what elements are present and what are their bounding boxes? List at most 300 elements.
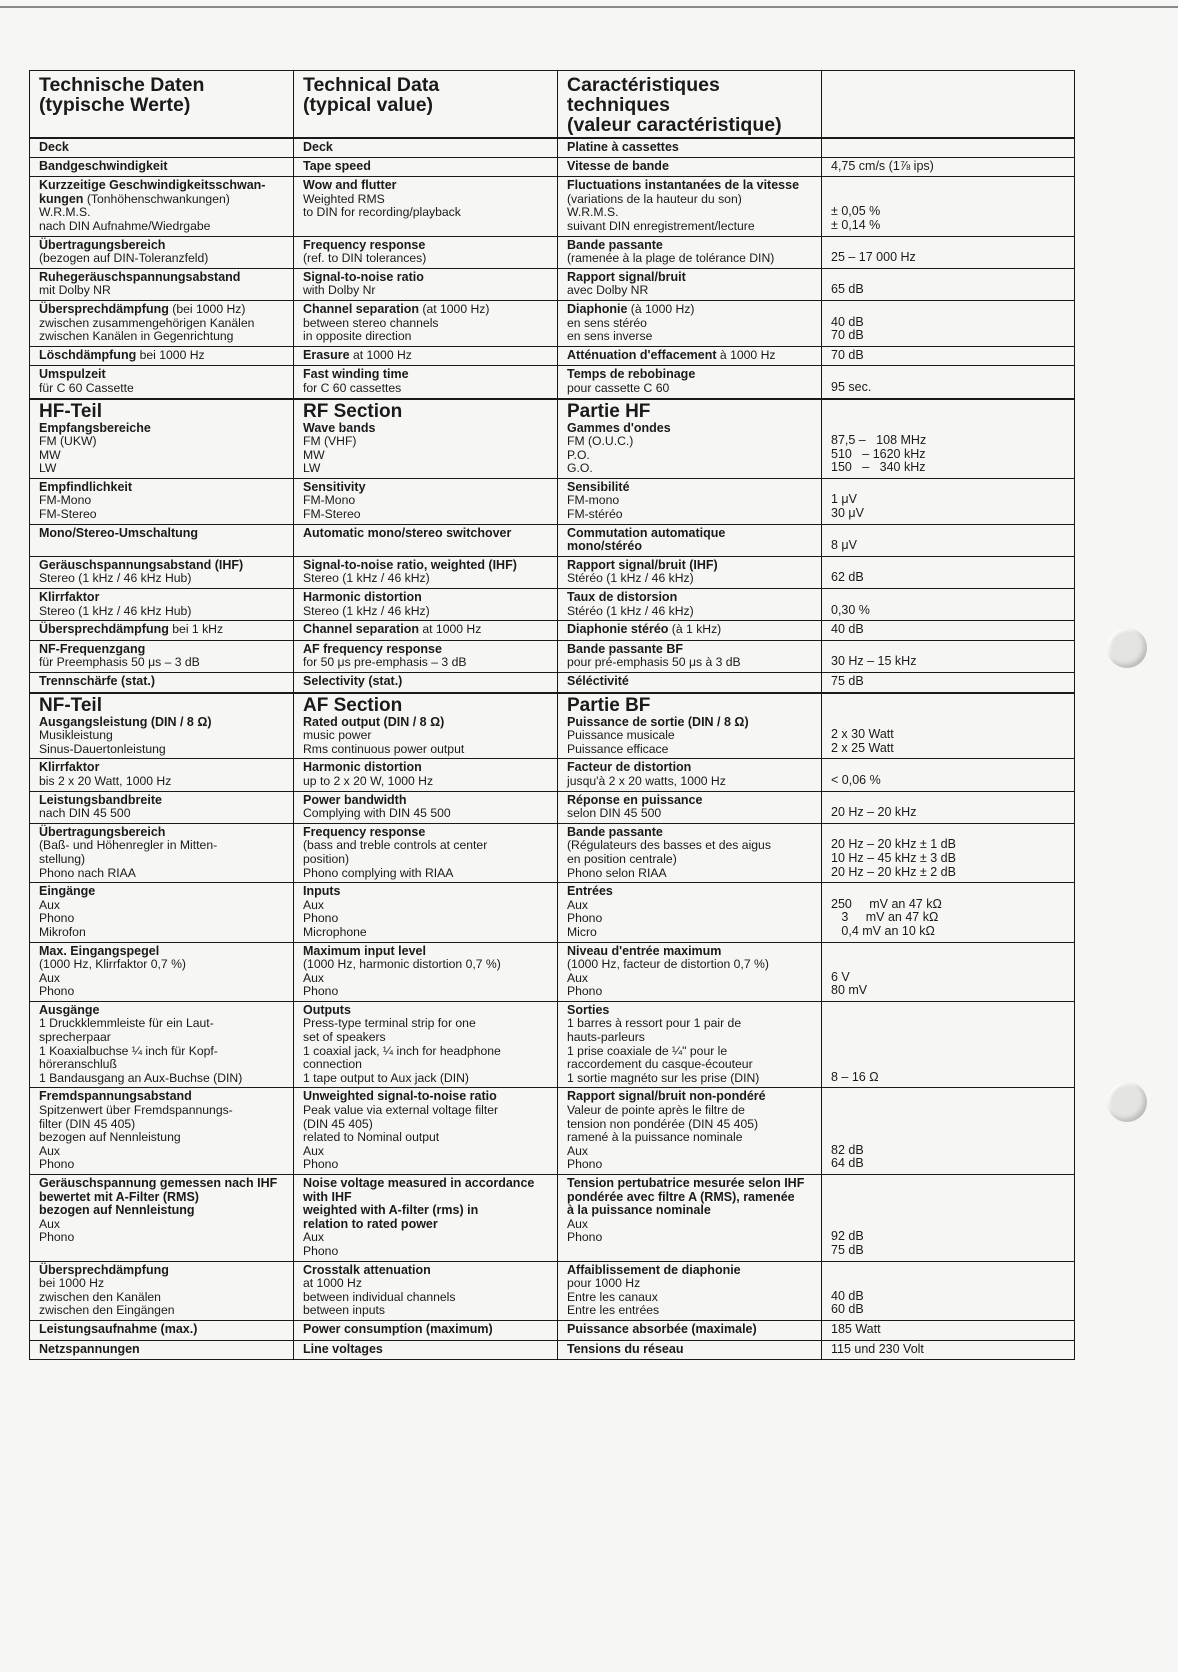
spec-detail: Microphone (303, 924, 367, 939)
page-top-rule (0, 6, 1178, 8)
cell-value (822, 693, 1075, 759)
cell-de (30, 177, 294, 236)
spec-label: Rapport signal/bruit non-pondéré (567, 1089, 766, 1104)
spec-value: 0,30 % (831, 602, 870, 617)
header-fr (558, 71, 822, 139)
spec-label: Übertragungsbereich (39, 237, 166, 252)
cell-fr (558, 157, 822, 177)
spec-detail: 1 barres à ressort pour 1 pair de (567, 1016, 742, 1031)
spec-label: Outputs (303, 1002, 351, 1017)
cell-de (30, 1175, 294, 1262)
section-title: Partie BF (567, 694, 651, 716)
spec-label: Power bandwidth (303, 792, 407, 807)
spec-label: Umspulzeit (39, 367, 106, 382)
spec-label: Diaphonie (567, 301, 628, 316)
header-fr-subtitle: (valeur caractéristique) (567, 114, 782, 136)
spec-label: Commutation automatique (567, 525, 726, 540)
spec-note: (à 1000 Hz) (627, 301, 695, 316)
cell-de (30, 478, 294, 524)
cell-en (294, 1261, 558, 1320)
spec-detail: jusqu'à 2 x 20 watts, 1000 Hz (567, 773, 726, 788)
spec-value: 30 μV (831, 506, 864, 521)
spec-detail: Entre les canaux (567, 1289, 658, 1304)
table-row (30, 300, 1075, 346)
cell-value (822, 556, 1075, 588)
spec-detail: (bass and treble controls at center (303, 838, 488, 853)
spec-label: Sensibilité (567, 479, 630, 494)
cell-value (822, 366, 1075, 399)
header-value (822, 71, 1075, 139)
spec-detail: Phono (567, 1230, 603, 1245)
spec-label: Niveau d'entrée maximum (567, 943, 722, 958)
spec-label: Puissance de sortie (DIN / 8 Ω) (567, 714, 749, 729)
spec-detail: up to 2 x 20 W, 1000 Hz (303, 773, 434, 788)
table-row (30, 589, 1075, 621)
spec-label: Crosstalk attenuation (303, 1262, 431, 1277)
spec-detail: Phono (303, 984, 339, 999)
cell-fr (558, 399, 822, 479)
header-de (30, 71, 294, 139)
spec-detail: connection (303, 1057, 362, 1072)
spec-label: Automatic mono/stereo switchover (303, 525, 512, 540)
spec-detail: nach DIN 45 500 (39, 806, 131, 821)
spec-label: pondérée avec filtre A (RMS), ramenée (567, 1189, 795, 1204)
table-row (30, 524, 1075, 556)
header-en (294, 71, 558, 139)
section-title: Partie HF (567, 400, 651, 422)
spec-detail: Phono (39, 911, 75, 926)
cell-en (294, 300, 558, 346)
spec-label: Puissance absorbée (maximale) (567, 1321, 757, 1336)
spec-detail: Stéréo (1 kHz / 46 kHz) (567, 571, 694, 586)
spec-label: Löschdämpfung (39, 347, 137, 362)
spec-value: 20 Hz – 20 kHz ± 1 dB (831, 837, 956, 852)
spec-label: Fremdspannungsabstand (39, 1089, 192, 1104)
spec-value: 3 mV an 47 kΩ (831, 910, 939, 925)
spec-detail: zwischen zusammengehörigen Kanälen (39, 315, 255, 330)
spec-detail: zwischen Kanälen in Gegenrichtung (39, 329, 234, 344)
cell-value (822, 236, 1075, 268)
spec-line (39, 623, 285, 637)
spec-detail: Phono (39, 1230, 75, 1245)
spec-value: 30 Hz – 15 kHz (831, 654, 917, 669)
cell-fr (558, 556, 822, 588)
spec-detail: Puissance musicale (567, 728, 675, 743)
cell-value (822, 346, 1075, 366)
table-row (30, 1175, 1075, 1262)
cell-fr (558, 346, 822, 366)
spec-detail: (DIN 45 405) (303, 1116, 373, 1131)
spec-label: Max. Eingangspegel (39, 943, 160, 958)
spec-label: with IHF (303, 1189, 352, 1204)
spec-detail: Phono (567, 984, 603, 999)
cell-fr (558, 1001, 822, 1088)
spec-label: Ausgangsleistung (DIN / 8 Ω) (39, 714, 212, 729)
spec-label: Klirrfaktor (39, 760, 100, 775)
cell-fr (558, 640, 822, 672)
cell-de (30, 759, 294, 791)
cell-de (30, 157, 294, 177)
spec-label: Kurzzeitige Geschwindigkeitsschwan- (39, 178, 266, 193)
spec-label: Atténuation d'effacement (567, 347, 717, 362)
spec-detail: für C 60 Cassette (39, 380, 134, 395)
spec-label: Frequency response (303, 824, 426, 839)
spec-detail: Aux (39, 897, 61, 912)
spec-detail: en sens inverse (567, 329, 653, 344)
spec-detail: Phono (303, 1243, 339, 1258)
cell-value (822, 300, 1075, 346)
table-row (30, 942, 1075, 1001)
cell-fr (558, 673, 822, 693)
cell-de (30, 556, 294, 588)
spec-label: mono/stéréo (567, 539, 643, 554)
cell-en (294, 621, 558, 641)
cell-de (30, 883, 294, 942)
spec-label: Fluctuations instantanées de la vitesse (567, 178, 800, 193)
spec-detail: Phono (567, 1157, 603, 1172)
cell-value (822, 883, 1075, 942)
spec-label: Übersprechdämpfung (39, 1262, 169, 1277)
cell-en (294, 399, 558, 479)
spec-label: Signal-to-noise ratio, weighted (IHF) (303, 557, 517, 572)
spec-value: 2 x 30 Watt (831, 727, 894, 742)
spec-detail: FM (UKW) (39, 434, 97, 449)
spec-label: Empfindlichkeit (39, 479, 133, 494)
spec-detail: Stereo (1 kHz / 46 kHz) (303, 571, 430, 586)
header-row (30, 71, 1075, 139)
spec-value: 250 mV an 47 kΩ (831, 896, 942, 911)
cell-en (294, 268, 558, 300)
spec-label: Sorties (567, 1002, 610, 1017)
table-row (30, 673, 1075, 693)
table-row (30, 621, 1075, 641)
spec-detail: Stereo (1 kHz / 46 kHz Hub) (39, 571, 192, 586)
spec-detail: FM-Mono (303, 493, 356, 508)
spec-label: Wave bands (303, 420, 376, 435)
spec-detail: Aux (567, 1143, 589, 1158)
spec-value: 1 μV (831, 492, 857, 507)
spec-note: at 1000 Hz (349, 347, 412, 362)
cell-fr (558, 300, 822, 346)
table-row (30, 366, 1075, 399)
cell-en (294, 138, 558, 157)
spec-value: 6 V (831, 969, 850, 984)
cell-value (822, 589, 1075, 621)
spec-detail: between individual channels (303, 1289, 456, 1304)
spec-detail: Aux (567, 1216, 589, 1231)
spec-detail: between stereo channels (303, 315, 439, 330)
section-title: RF Section (303, 400, 403, 422)
cell-value (822, 478, 1075, 524)
spec-label: Übersprechdämpfung (39, 301, 169, 316)
cell-de (30, 673, 294, 693)
spec-detail: hauts-parleurs (567, 1030, 645, 1045)
cell-fr (558, 589, 822, 621)
cell-fr (558, 883, 822, 942)
spec-label: Unweighted signal-to-noise ratio (303, 1089, 497, 1104)
spec-detail: Musikleistung (39, 728, 113, 743)
table-row (30, 1088, 1075, 1175)
spec-detail: LW (303, 461, 321, 476)
spec-label: AF frequency response (303, 641, 442, 656)
spec-detail: Aux (303, 897, 325, 912)
cell-value (822, 524, 1075, 556)
spec-value: 40 dB (831, 1288, 864, 1303)
spec-detail: in opposite direction (303, 329, 412, 344)
spec-detail: avec Dolby NR (567, 283, 649, 298)
cell-en (294, 1175, 558, 1262)
cell-en (294, 942, 558, 1001)
spec-table-body (30, 71, 1075, 1360)
spec-detail: bezogen auf Nennleistung (39, 1130, 181, 1145)
spec-detail: Phono (39, 1157, 75, 1172)
spec-label: NF-Frequenzgang (39, 641, 146, 656)
cell-value (822, 1175, 1075, 1262)
cell-fr (558, 236, 822, 268)
spec-detail: (ref. to DIN tolerances) (303, 251, 427, 266)
table-row (30, 693, 1075, 759)
cell-fr (558, 478, 822, 524)
spec-detail: related to Nominal output (303, 1130, 440, 1145)
cell-fr (558, 1261, 822, 1320)
table-row (30, 177, 1075, 236)
table-row (30, 1261, 1075, 1320)
table-row (30, 883, 1075, 942)
spec-detail: set of speakers (303, 1030, 386, 1045)
table-row (30, 791, 1075, 823)
cell-en (294, 589, 558, 621)
punch-hole-lower (1107, 1082, 1147, 1122)
spec-detail: pour pré-emphasis 50 μs à 3 dB (567, 655, 741, 670)
spec-value: 80 mV (831, 983, 868, 998)
cell-value (822, 1261, 1075, 1320)
cell-de (30, 1340, 294, 1360)
spec-value: 510 – 1620 kHz (831, 446, 926, 461)
spec-detail: Peak value via external voltage filter (303, 1103, 499, 1118)
spec-label: Temps de rebobinage (567, 367, 696, 382)
spec-detail: 1 Druckklemmleiste für ein Laut- (39, 1016, 214, 1031)
cell-de (30, 366, 294, 399)
spec-label: Harmonic distortion (303, 590, 422, 605)
section-title: HF-Teil (39, 400, 102, 422)
cell-en (294, 640, 558, 672)
cell-en (294, 791, 558, 823)
spec-label: Ausgänge (39, 1002, 100, 1017)
spec-label: Rapport signal/bruit (567, 269, 686, 284)
header-en-title: Technical Data (303, 74, 440, 96)
header-fr-title: Caractéristiques techniques (567, 74, 720, 116)
cell-en (294, 883, 558, 942)
spec-table (29, 70, 1075, 1360)
table-row (30, 478, 1075, 524)
spec-label: Bande passante BF (567, 641, 684, 656)
spec-line (39, 303, 285, 317)
spec-value: 2 x 25 Watt (831, 740, 894, 755)
spec-detail: bei 1000 Hz (39, 1276, 105, 1291)
spec-detail: stellung) (39, 851, 86, 866)
cell-en (294, 157, 558, 177)
spec-label: bewertet mit A-Filter (RMS) (39, 1189, 199, 1204)
cell-de (30, 399, 294, 479)
cell-en (294, 236, 558, 268)
spec-detail: Aux (39, 970, 61, 985)
spec-detail: suivant DIN enregistrement/lecture (567, 218, 755, 233)
spec-value: 75 dB (831, 1242, 864, 1257)
spec-label: Übersprechdämpfung (39, 622, 169, 637)
spec-detail: nach DIN Aufnahme/Wiedrgabe (39, 218, 211, 233)
spec-label: à la puissance nominale (567, 1203, 711, 1218)
spec-detail: Phono nach RIAA (39, 865, 136, 880)
header-de-subtitle: (typische Werte) (39, 94, 191, 116)
spec-line (39, 193, 285, 207)
spec-value: ± 0,14 % (831, 217, 881, 232)
cell-value (822, 823, 1075, 882)
spec-detail: Aux (39, 1143, 61, 1158)
spec-label: Gammes d'ondes (567, 420, 671, 435)
spec-detail: FM-stéréo (567, 507, 623, 522)
spec-detail: FM-Stereo (39, 507, 97, 522)
spec-label: Selectivity (stat.) (303, 674, 403, 688)
cell-de (30, 1261, 294, 1320)
spec-detail: (1000 Hz, facteur de distortion 0,7 %) (567, 957, 769, 972)
spec-note: à 1000 Hz (716, 347, 776, 362)
spec-detail: raccordement du casque-écouteur (567, 1057, 753, 1072)
spec-detail: Mikrofon (39, 924, 86, 939)
spec-value: 8 μV (831, 538, 857, 553)
spec-label: Bande passante (567, 237, 663, 252)
spec-label: Frequency response (303, 237, 426, 252)
spec-label: Fast winding time (303, 367, 409, 382)
spec-detail: position) (303, 851, 350, 866)
header-en-subtitle: (typical value) (303, 94, 434, 116)
spec-detail: LW (39, 461, 57, 476)
cell-de (30, 236, 294, 268)
spec-detail: Aux (39, 1216, 61, 1231)
spec-detail: W.R.M.S. (39, 205, 91, 220)
spec-detail: für Preemphasis 50 μs – 3 dB (39, 655, 200, 670)
spec-label: Channel separation (303, 301, 419, 316)
cell-en (294, 177, 558, 236)
spec-value: ± 0,05 % (831, 204, 881, 219)
cell-value (822, 1320, 1075, 1340)
cell-fr (558, 823, 822, 882)
spec-value: 92 dB (831, 1229, 864, 1244)
spec-detail: to DIN for recording/playback (303, 205, 461, 220)
spec-detail: zwischen den Eingängen (39, 1303, 175, 1318)
spec-detail: Phono (303, 1157, 339, 1172)
cell-value (822, 399, 1075, 479)
spec-label: Netzspannungen (39, 1341, 140, 1356)
cell-de (30, 589, 294, 621)
cell-value (822, 157, 1075, 177)
spec-value: 185 Watt (831, 1321, 881, 1336)
spec-label: kungen (39, 191, 84, 206)
spec-detail: höreranschluß (39, 1057, 117, 1072)
spec-label: Wow and flutter (303, 178, 397, 193)
spec-value: 62 dB (831, 570, 864, 585)
cell-value (822, 791, 1075, 823)
spec-label: Eingänge (39, 884, 96, 899)
spec-detail: Aux (567, 897, 589, 912)
spec-detail: (Régulateurs des basses et des aigus (567, 838, 771, 853)
spec-label: Rated output (DIN / 8 Ω) (303, 714, 445, 729)
spec-detail: Aux (303, 970, 325, 985)
spec-detail: Puissance efficace (567, 741, 669, 756)
spec-value: 40 dB (831, 622, 864, 637)
spec-detail: Press-type terminal strip for one (303, 1016, 476, 1031)
spec-value: 8 – 16 Ω (831, 1069, 879, 1084)
spec-label: Tensions du réseau (567, 1341, 684, 1356)
cell-value (822, 177, 1075, 236)
spec-detail: bis 2 x 20 Watt, 1000 Hz (39, 773, 172, 788)
spec-label: Tension pertubatrice mesurée selon IHF (567, 1176, 805, 1190)
spec-line (567, 349, 813, 363)
spec-label: relation to rated power (303, 1216, 438, 1231)
cell-value (822, 621, 1075, 641)
spec-label: Deck (303, 140, 333, 154)
spec-label: weighted with A-filter (rms) in (303, 1203, 479, 1218)
spec-value: 65 dB (831, 282, 864, 297)
spec-label: Rapport signal/bruit (IHF) (567, 557, 718, 572)
cell-value (822, 268, 1075, 300)
table-row (30, 346, 1075, 366)
spec-detail: Complying with DIN 45 500 (303, 806, 451, 821)
spec-detail: MW (39, 447, 61, 462)
cell-en (294, 556, 558, 588)
spec-detail: 1 sortie magnéto sur les prise (DIN) (567, 1070, 760, 1085)
spec-detail: 1 Bandausgang an Aux-Buchse (DIN) (39, 1070, 243, 1085)
cell-de (30, 268, 294, 300)
spec-label: Empfangsbereiche (39, 420, 151, 435)
spec-detail: G.O. (567, 461, 593, 476)
spec-note: bei 1 kHz (168, 622, 224, 637)
spec-value: 10 Hz – 45 kHz ± 3 dB (831, 850, 956, 865)
cell-en (294, 823, 558, 882)
cell-fr (558, 1340, 822, 1360)
spec-detail: Phono selon RIAA (567, 865, 667, 880)
cell-fr (558, 759, 822, 791)
spec-note: bei 1000 Hz (136, 347, 205, 362)
spec-value: 25 – 17 000 Hz (831, 250, 916, 265)
spec-note: (à 1 kHz) (668, 622, 722, 637)
spec-line (567, 303, 813, 317)
spec-label: Geräuschspannung gemessen nach IHF (39, 1176, 278, 1190)
spec-label: Power consumption (maximum) (303, 1321, 493, 1336)
cell-en (294, 1001, 558, 1088)
spec-detail: for C 60 cassettes (303, 380, 402, 395)
cell-de (30, 693, 294, 759)
spec-detail: Aux (303, 1143, 325, 1158)
cell-de (30, 942, 294, 1001)
spec-detail: with Dolby Nr (303, 283, 376, 298)
spec-label: Facteur de distortion (567, 760, 692, 775)
table-row (30, 1340, 1075, 1360)
cell-de (30, 524, 294, 556)
spec-detail: Entre les entrées (567, 1303, 660, 1318)
spec-detail: Stereo (1 kHz / 46 kHz Hub) (39, 603, 192, 618)
spec-detail: music power (303, 728, 372, 743)
spec-detail: pour cassette C 60 (567, 380, 670, 395)
cell-en (294, 366, 558, 399)
spec-detail: 1 coaxial jack, ¼ inch for headphone (303, 1043, 501, 1058)
spec-detail: (1000 Hz, harmonic distortion 0,7 %) (303, 957, 501, 972)
cell-fr (558, 693, 822, 759)
spec-label: Affaiblissement de diaphonie (567, 1262, 741, 1277)
section-title: AF Section (303, 694, 403, 716)
spec-note: at 1000 Hz (419, 622, 482, 637)
spec-detail: pour 1000 Hz (567, 1276, 641, 1291)
spec-line (303, 349, 549, 363)
